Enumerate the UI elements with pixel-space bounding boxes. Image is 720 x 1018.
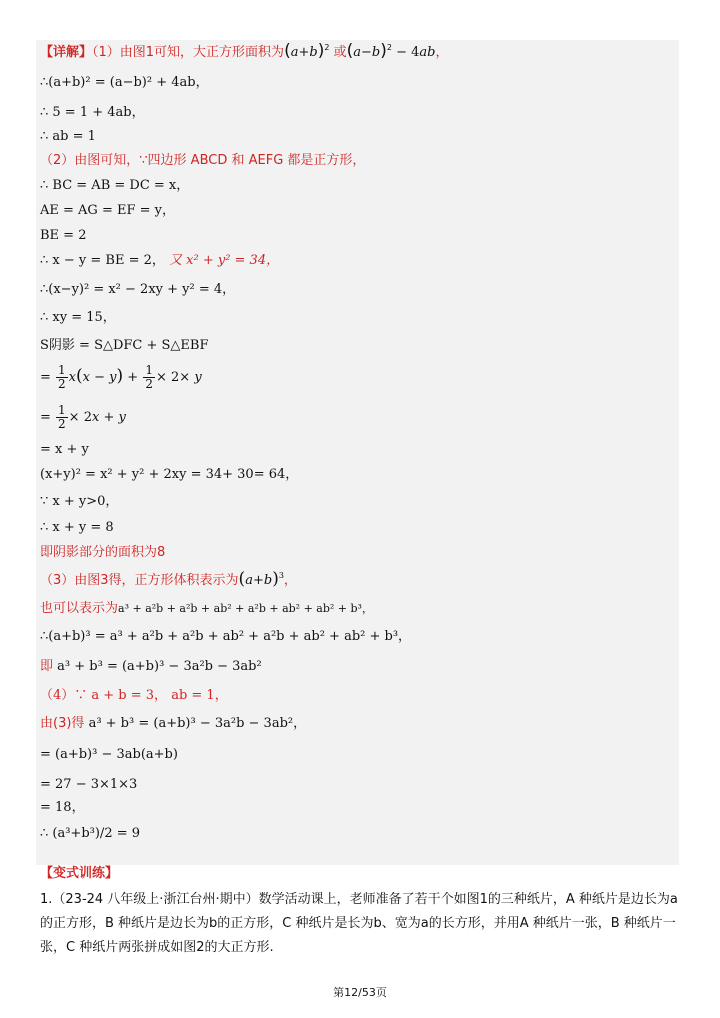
part2-eq3: BE = 2	[40, 228, 87, 243]
detail-label: 【详解】	[40, 45, 93, 60]
part3-also-line	[40, 601, 373, 617]
part4-eq2: = (a+b)³ − 3ab(a+b)	[40, 747, 178, 762]
part4-eq4: = 18，	[40, 800, 85, 815]
part4-eq1: a³ + b³ = (a+b)³ − 3a²b − 3ab²，	[88, 716, 307, 731]
part2-eq12: ∵ x + y>0，	[40, 494, 119, 509]
part2-eq4	[40, 253, 279, 269]
problem-text: 1.（23-24 八年级上·浙江台州·期中）数学活动课上，老师准备了若干个如图1的三种纸片，A 种纸片是边长为a的正方形，B 种纸片是边长为b的正方形，C 种纸片是长为b、宽为a的长方形，并用A 种纸片一张，B 种纸片一张，C 种纸片两张拼成如图2的大正方形.	[40, 892, 678, 955]
part3-intro-line: （3）由图3得，正方形体积表示为$(a+b)^3$，	[40, 569, 297, 589]
detail-line: 【详解】（1）由图1可知，大正方形面积为$(a+b)^2$ 或$(a-b)^2 - 4ab$，	[40, 41, 449, 61]
part4-intro: （4）∵ a + b = 3， ab = 1，	[40, 688, 228, 703]
part3-sum: a³ + a²b + a²b + ab² + a²b + ab² + ab² + b³，	[118, 602, 373, 615]
part4-eq1-line	[40, 716, 306, 732]
part2-eq7: S阴影 = S△DFC + S△EBF	[40, 338, 209, 353]
part4-from: 由(3)得	[40, 716, 85, 731]
part2-eq2: AE = AG = EF = y，	[40, 203, 175, 218]
part2-conclusion: 即阴影部分的面积为8	[40, 545, 166, 560]
part2-eq6: ∴ xy = 15，	[40, 310, 116, 325]
part3-eq2-line	[40, 659, 262, 675]
part2-eq11: (x+y)² = x² + y² + 2xy = 34+ 30= 64，	[40, 467, 299, 482]
part1-eq1: ∴(a+b)² = (a−b)² + 4ab，	[40, 75, 209, 90]
part2-eq4a: ∴ x − y = BE = 2，	[40, 253, 165, 268]
part1-eq3: ∴ ab = 1	[40, 129, 96, 144]
part3-eq2: a³ + b³ = (a+b)³ − 3a²b − 3ab²	[57, 659, 262, 674]
part2-eq8: = $\frac{1}{2}$ x(x − y) + $\frac{1}{2}$ × 2× y	[40, 363, 202, 391]
part2-eq5: ∴(x−y)² = x² − 2xy + y² = 4，	[40, 282, 236, 297]
variant-label: 【变式训练】	[40, 866, 119, 881]
part2-eq1: ∴ BC = AB = DC = x，	[40, 178, 190, 193]
part3-intro: （3）由图3得，正方形体积表示为	[40, 573, 239, 588]
part2-intro: （2）由图可知，∵四边形 ABCD 和 AEFG 都是正方形，	[40, 153, 366, 168]
part3-eq1: ∴(a+b)³ = a³ + a²b + a²b + ab² + a²b + ab² + ab² + b³，	[40, 629, 412, 644]
part1-eq2: ∴ 5 = 1 + 4ab，	[40, 105, 145, 120]
part4-eq5: ∴ (a³+b³)/2 = 9	[40, 826, 141, 841]
part4-eq3: = 27 − 3×1×3	[40, 777, 138, 792]
page-footer: 第12/53页	[333, 986, 387, 999]
part2-eq13: ∴ x + y = 8	[40, 520, 114, 535]
part1-or: 或	[333, 45, 347, 60]
part3-eq2-prefix: 即	[40, 659, 54, 674]
part2-eq9: = $\frac{1}{2}$ × 2x + y	[40, 403, 126, 431]
part3-also: 也可以表示为	[40, 601, 119, 616]
part2-eq4b: 又 x² + y² = 34，	[169, 253, 280, 268]
part2-eq10: = x + y	[40, 442, 89, 457]
part1-intro: （1）由图1可知，大正方形面积为	[92, 45, 285, 60]
